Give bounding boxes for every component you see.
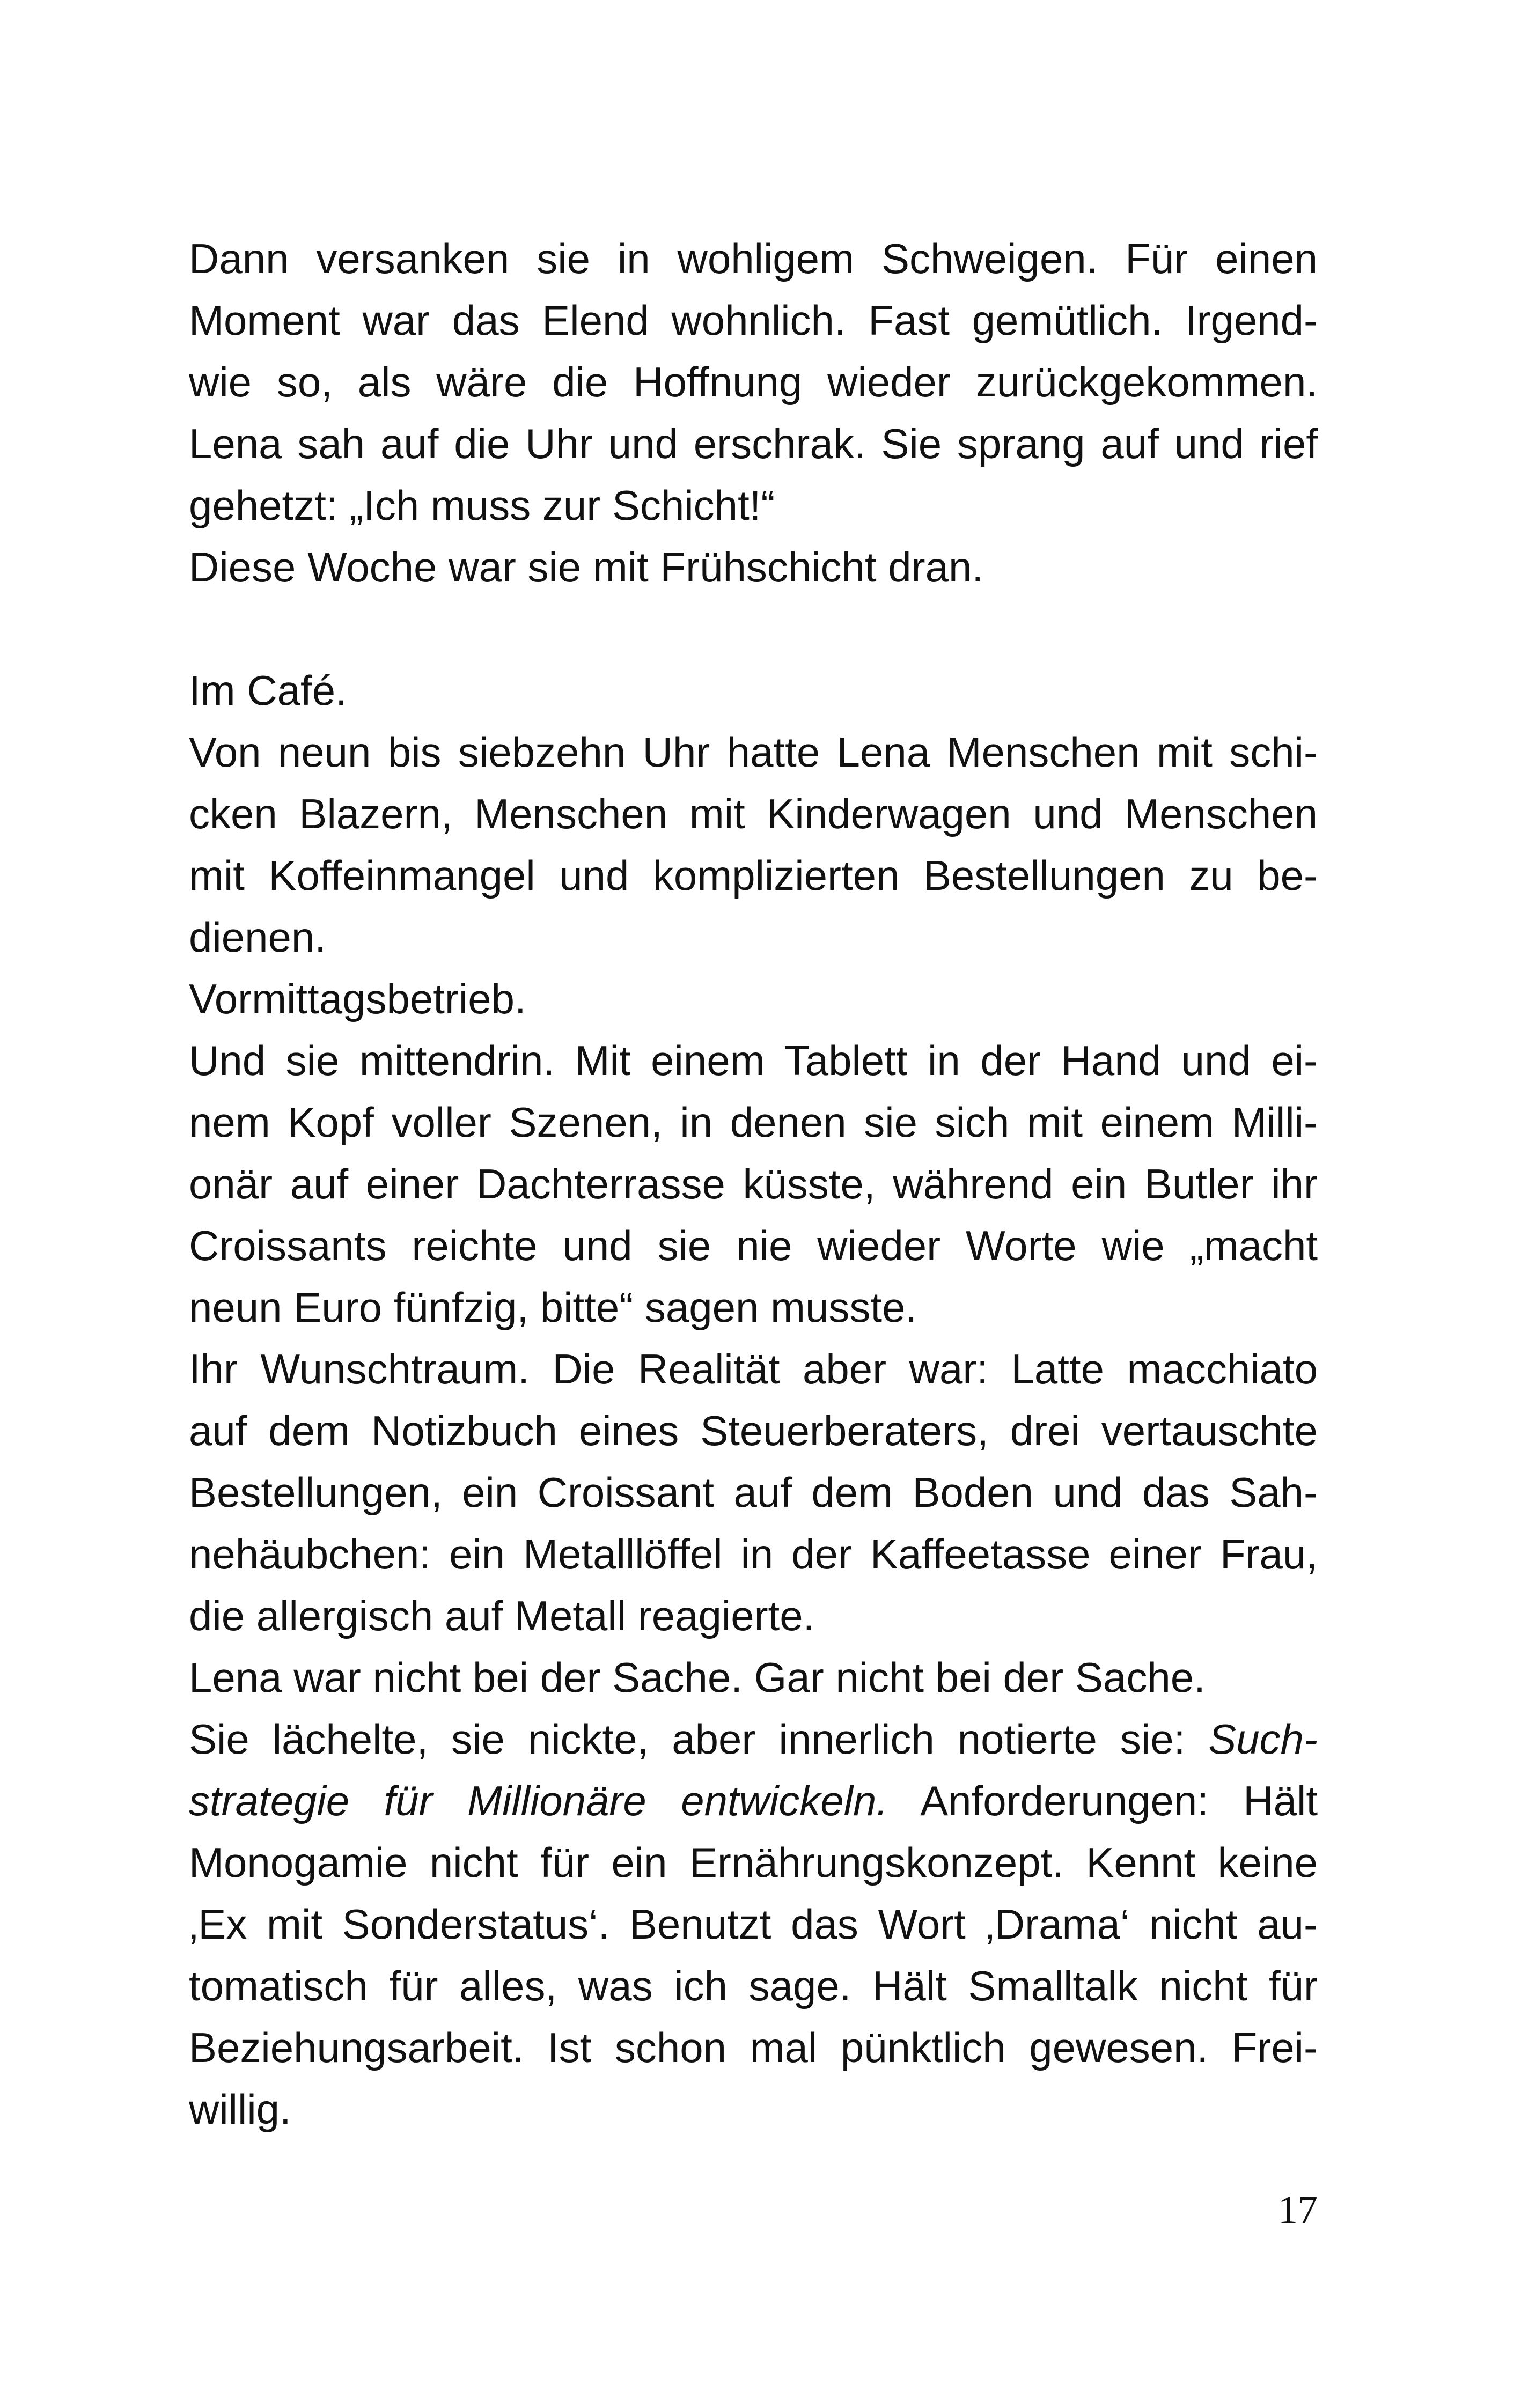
text-line: gehetzt: „Ich muss zur Schicht!“ [189,482,775,529]
text-segment: Sie lächelte, sie nickte, aber innerlich notierte sie: [189,1715,1209,1763]
text-line: Monogamie nicht für ein Ernährungskonzept. Kennt keine [189,1839,1318,1886]
text-line: dienen. [189,914,326,961]
text-line: auf dem Notizbuch eines Steuerberaters, drei vertauschte [189,1407,1318,1454]
text-line: ‚Ex mit Sonderstatus‘. Benutzt das Wort ‚Drama‘ nicht au- [189,1901,1318,1948]
text-line: Bestellungen, ein Croissant auf dem Boden und das Sah- [189,1469,1318,1516]
text-line: wie so, als wäre die Hoffnung wieder zurückgekommen. [189,358,1318,406]
italic-text: strategie für Millionäre entwickeln. [189,1777,888,1824]
text-line: die allergisch auf Metall reagierte. [189,1592,815,1639]
text-line: tomatisch für alles, was ich sage. Hält Smalltalk nicht für [189,1962,1318,2009]
text-line: mit Koffeinmangel und komplizierten Bestellungen zu be- [189,852,1318,899]
body-text [189,228,1318,2140]
text-line: Diese Woche war sie mit Frühschicht dran. [189,543,984,591]
text-line: Lena sah auf die Uhr und erschrak. Sie sprang auf und rief [189,420,1318,467]
text-line [189,1770,1318,1832]
text-line: neun Euro fünfzig, bitte“ sagen musste. [189,1284,917,1331]
text-line: cken Blazern, Menschen mit Kinderwagen und Menschen [189,790,1318,837]
text-line: Moment war das Elend wohnlich. Fast gemütlich. Irgend- [189,297,1318,344]
text-line: Beziehungsarbeit. Ist schon mal pünktlich gewesen. Frei- [189,2024,1318,2071]
text-line: Lena war nicht bei der Sache. Gar nicht bei der Sache. [189,1654,1206,1701]
blank-line [189,598,1318,660]
text-line: nem Kopf voller Szenen, in denen sie sich mit einem Milli- [189,1099,1318,1146]
text-line: Von neun bis siebzehn Uhr hatte Lena Menschen mit schi- [189,728,1318,776]
text-line: Und sie mittendrin. Mit einem Tablett in der Hand und ei- [189,1037,1318,1084]
text-line: Dann versanken sie in wohligem Schweigen. Für einen [189,235,1318,282]
text-line: onär auf einer Dachterrasse küsste, während ein Butler ihr [189,1160,1318,1207]
text-line: Im Café. [189,667,347,714]
text-line: Vormittagsbetrieb. [189,975,526,1022]
text-line: nehäubchen: ein Metalllöffel in der Kaffeetasse einer Frau, [189,1530,1318,1578]
text-line: Ihr Wunschtraum. Die Realität aber war: Latte macchiato [189,1345,1318,1393]
text-line: Croissants reichte und sie nie wieder Worte wie „macht [189,1222,1318,1269]
text-line [189,1709,1318,1770]
page-number: 17 [1278,2188,1318,2232]
text-line: willig. [189,2086,291,2133]
text-segment: Anforderungen: Hält [888,1777,1318,1824]
italic-text: Such- [1208,1715,1318,1763]
